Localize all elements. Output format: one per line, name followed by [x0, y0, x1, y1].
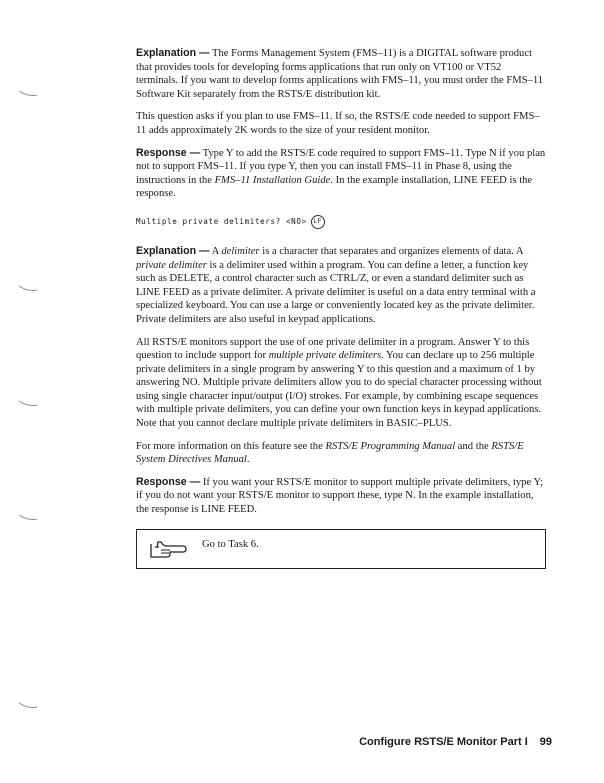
delimiter-explanation: Explanation — A delimiter is a character that separates and organizes elements of data. A private delimiter is a delimiter used within a program. You can define a letter, a function key such as DELETE, a control character such as CTRL/Z, or even a standard delimiter such as LINE FEED as a private delimiter. A private delimiter is useful on a data entry terminal with a specialized keyboard. You can use a large or conveniently located key as the private delimiter. Private delimiters are also useful in keypad applications.: [136, 244, 536, 325]
page-number: 99: [539, 736, 552, 748]
response-lead: Response —: [136, 146, 201, 159]
note-box: [136, 529, 546, 569]
explanation-lead: Explanation —: [136, 244, 210, 257]
margin-mark-icon: [18, 88, 38, 98]
fms-response: Response — Type Y to add the RSTS/E code required to support FMS–11. Type N if you plan not to support FMS–11. If you type Y, then you can install FMS–11 in Phase 8, using the instructions in the FMS–11 Installation Guide. In the example installation, LINE FEED is the response.: [136, 146, 546, 200]
pointing-hand-icon: [149, 539, 189, 559]
multiple-delimiters-paragraph: All RSTS/E monitors support the use of one private delimiter in a program. Answer Y to this question to include support for multiple private delimiters. You can declare up to 256 multiple private delimiters in a single program by answering Y to this question and a maximum of 1 by answering NO. Multiple private delimiters allow you to do special character processing without using single character input/output (I/O) strokes. For example, by combining escape sequences with multiple private delimiters, you can define your own function keys in keypad applications. Note that you cannot declare multiple private delimiters in BASIC–PLUS.: [136, 336, 542, 430]
more-info-paragraph: For more information on this feature see the RSTS/E Programming Manual and the RSTS/E System Directives Manual.: [136, 440, 524, 466]
delimiter-response: Response — If you want your RSTS/E monitor to support multiple private delimiters, type Y; if you do not want your RSTS/E monitor to support these, type N. In the example installation, the response is LINE FEED.: [136, 475, 544, 516]
margin-mark-icon: [18, 700, 38, 710]
terminal-prompt: Multiple private delimiters? <NO> LF: [136, 215, 546, 229]
note-text: Go to Task 6.: [202, 538, 259, 550]
page-footer: [359, 736, 552, 748]
explanation-lead: Explanation —: [136, 47, 210, 59]
footer-title: Configure RSTS/E Monitor Part I: [359, 736, 528, 748]
margin-mark-icon: [18, 283, 38, 293]
body-text: [136, 47, 546, 569]
margin-mark-icon: [18, 512, 38, 522]
fms-explanation: Explanation — The Forms Management System (FMS–11) is a DIGITAL software product that provides tools for developing forms applications that run only on VT100 or VT52 terminals. If you want to develop forms applications with FMS–11, you must order the FMS–11 Software Kit separately from the RSTS/E distribution kit.: [136, 47, 544, 100]
fms-question-paragraph: This question asks if you plan to use FMS–11. If so, the RSTS/E code needed to support FMS–11 adds approximately 2K words to the size of your resident monitor.: [136, 111, 540, 136]
response-lead: Response —: [136, 475, 201, 488]
margin-mark-icon: [18, 398, 38, 408]
line-feed-key-icon: LF: [311, 215, 325, 229]
